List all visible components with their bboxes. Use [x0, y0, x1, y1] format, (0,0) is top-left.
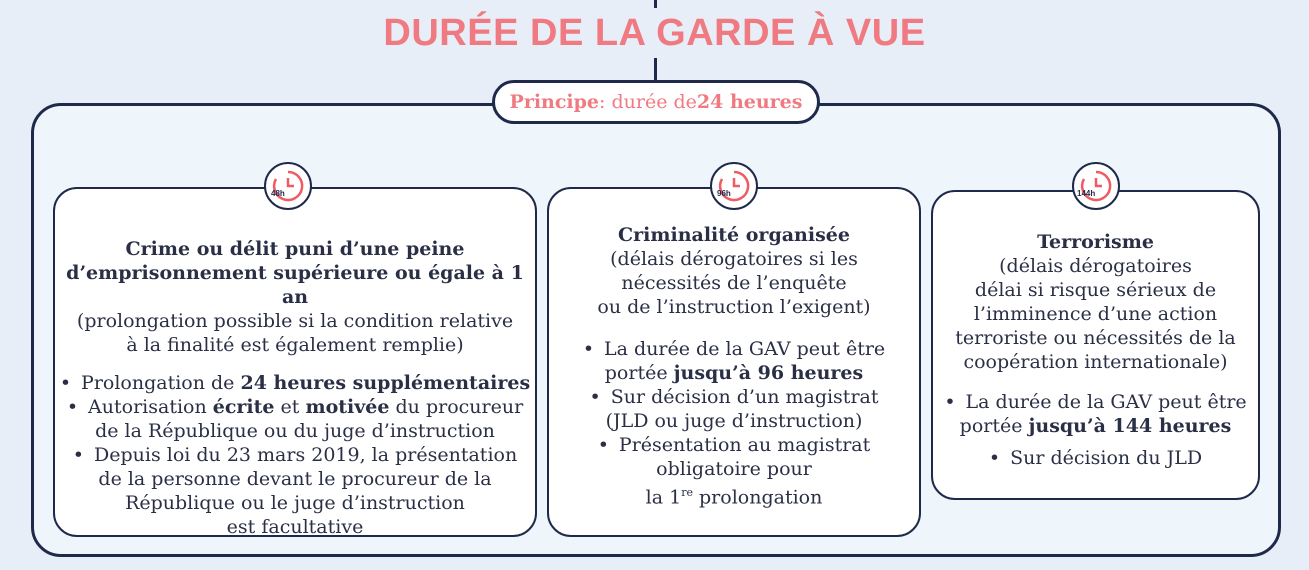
bullet-text: Prolongation de — [81, 372, 241, 394]
card-subtext: l’imminence d’une action — [973, 303, 1218, 325]
card-subtext: (délais dérogatoires — [999, 255, 1192, 277]
bullet-text: Depuis loi du 23 mars 2019, la présentation — [94, 444, 518, 466]
list-item: • Depuis loi du 23 mars 2019, la présentation de la personne devant le procureur de la République ou le juge d’instruction est facultative — [55, 443, 535, 539]
bullet-continuation: la 1 — [645, 486, 682, 509]
connector-top — [654, 0, 657, 8]
card-heading: Crime ou délit puni d’une peine — [125, 238, 465, 260]
principle-value: 24 heures — [696, 91, 803, 113]
list-item: • La durée de la GAV peut être portée jusqu’à 96 heures — [582, 338, 886, 384]
list-item: • Présentation au magistrat obligatoire pour la 1re prolongation — [549, 433, 919, 509]
bullet-text: La durée de la GAV peut être — [965, 391, 1247, 413]
card-subtext: (délais dérogatoires si les — [610, 248, 858, 270]
bullet-continuation: (JLD ou juge d’instruction) — [605, 410, 863, 432]
card-subtext: délai si risque sérieux de — [974, 279, 1217, 301]
clock-icon — [264, 162, 312, 210]
card-heading: Terrorisme — [1037, 231, 1154, 253]
list-item: • Sur décision d’un magistrat (JLD ou juge d’instruction) — [549, 385, 919, 433]
bullet-text: du procureur — [389, 396, 524, 418]
principle-box — [492, 80, 820, 124]
clock-icon — [1072, 162, 1120, 210]
bullet-text: et — [274, 396, 306, 418]
bullet-continuation: prolongation — [692, 486, 823, 509]
card-heading: Criminalité organisée — [618, 224, 850, 246]
list-item: • Prolongation de 24 heures supplémentaires — [59, 372, 531, 394]
bullet-text: Présentation au magistrat — [618, 434, 871, 456]
bullet-text: La durée de la GAV peut être — [604, 338, 886, 360]
card-subtext: (prolongation possible si la condition relative — [76, 310, 514, 332]
card-subtext: coopération internationale) — [963, 351, 1228, 373]
principle-label: Principe — [509, 91, 600, 113]
card-subtext: terroriste ou nécessités de la — [955, 327, 1236, 349]
bullet-bold: motivée — [305, 396, 390, 418]
card-terrorisme — [931, 190, 1260, 500]
icon-label: 144h — [1077, 189, 1096, 198]
card-subtext: ou de l’instruction l’exigent) — [597, 296, 871, 318]
card-subtext: nécessités de l’enquête — [621, 272, 847, 294]
card-subtext: à la finalité est également remplie) — [126, 334, 464, 356]
principle-sep: : durée de — [599, 91, 697, 113]
bullet-continuation: République ou le juge d’instruction — [125, 492, 465, 514]
bullet-continuation: de la République ou du juge d’instruction — [95, 420, 495, 442]
bullet-continuation: est facultative — [226, 516, 364, 538]
bullet-bold: jusqu’à 144 heures — [1028, 415, 1232, 437]
bullet-bold: écrite — [212, 396, 275, 418]
clock-icon — [710, 162, 758, 210]
bullet-bold: 24 heures supplémentaires — [240, 372, 531, 394]
bullet-text: Autorisation — [88, 396, 213, 418]
card-criminalite-organisee — [547, 187, 921, 537]
bullet-continuation: obligatoire pour — [656, 458, 812, 480]
connector-middle — [654, 58, 657, 82]
list-item: • Sur décision du JLD — [988, 447, 1203, 469]
bullet-text: Sur décision d’un magistrat — [610, 386, 879, 408]
bullet-continuation: portée — [959, 415, 1029, 437]
bullet-bold: jusqu’à 96 heures — [673, 362, 864, 384]
bullet-text: Sur décision du JLD — [1010, 447, 1203, 469]
superscript: re — [681, 486, 693, 499]
icon-label: 96h — [717, 189, 731, 198]
card-crime-delit — [53, 187, 537, 537]
card-heading: d’emprisonnement supérieure ou égale à 1 an — [66, 262, 524, 308]
bullet-continuation: de la personne devant le procureur de la — [98, 468, 492, 490]
list-item: • Autorisation écrite et motivée du procureur de la République ou du juge d’instruction — [55, 395, 535, 443]
bullet-continuation: portée — [604, 362, 674, 384]
list-item: • La durée de la GAV peut être portée jusqu’à 144 heures — [944, 391, 1247, 437]
icon-label: 48h — [271, 189, 285, 198]
page-title: DURÉE DE LA GARDE À VUE — [383, 12, 926, 54]
